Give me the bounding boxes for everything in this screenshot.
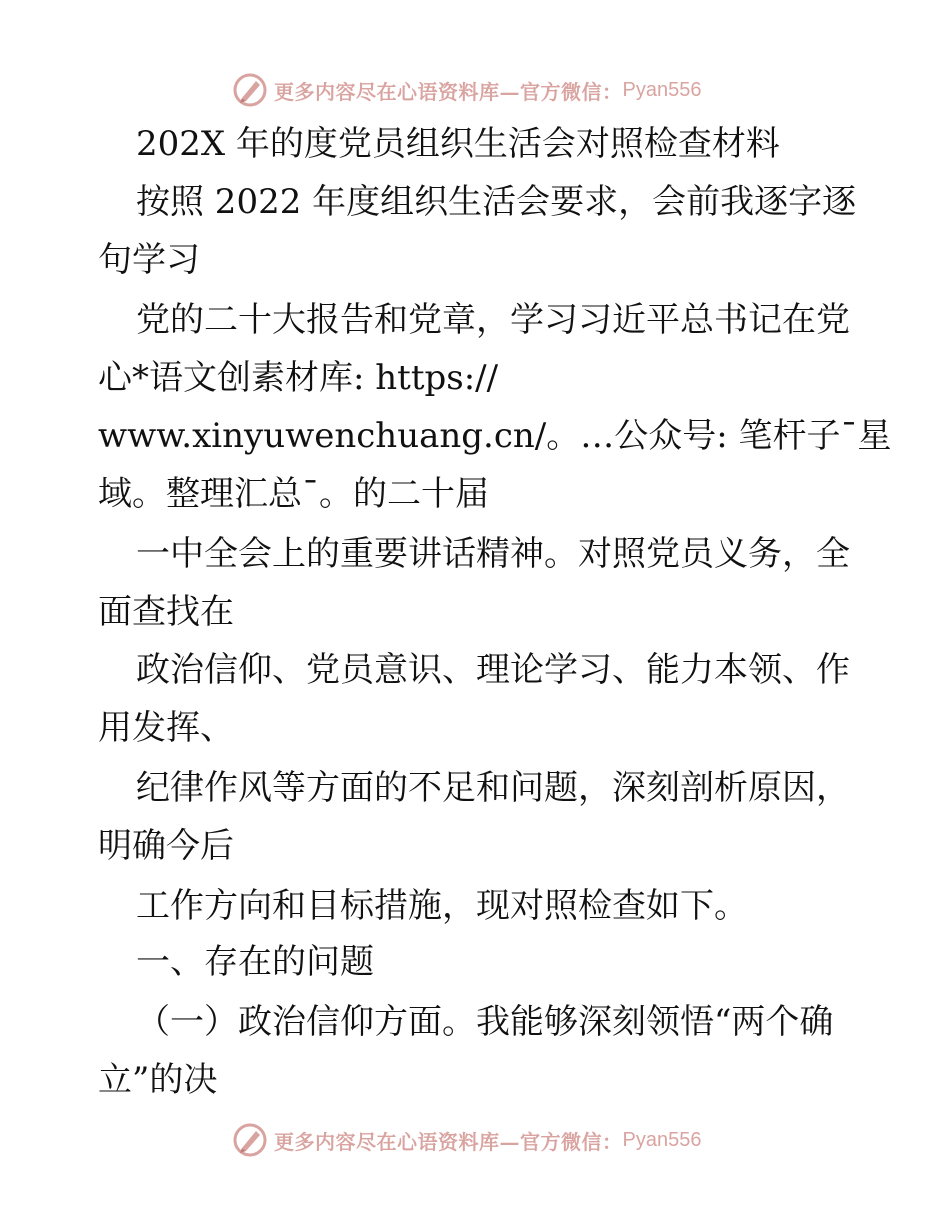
header-watermark [232,70,701,110]
text-line: 一中全会上的重要讲话精神。对照党员义务，全 [136,534,850,574]
text-line: （一）政治信仰方面。我能够深刻领悟“两个确 [136,1002,834,1042]
text-line: www.xinyuwenchuang.cn/。…公众号: 笔杆子¯星 [98,416,892,456]
watermark-cn-text: 更多内容尽在心语资料库—官方微信： [274,79,623,104]
text-line: 纪律作风等方面的不足和问题，深刻剖析原因， [136,768,850,808]
pen-logo-icon [232,1122,268,1158]
text-line: 党的二十大报告和党章，学习习近平总书记在党 [136,300,850,340]
footer-watermark [232,1120,701,1160]
text-line: 句学习 [98,240,200,280]
watermark-wechat-id: Pyan556 [622,78,702,101]
text-line: 心*语文创素材库: https:// [98,358,499,398]
text-line: 工作方向和目标措施，现对照检查如下。 [136,886,748,926]
pen-logo-icon [232,72,268,108]
watermark-wechat-id: Pyan556 [622,1128,702,1151]
text-line: 政治信仰、党员意识、理论学习、能力本领、作 [136,650,850,690]
text-line: 用发挥、 [98,708,234,748]
text-line: 明确今后 [98,826,234,866]
text-line: 面查找在 [98,592,234,632]
text-line: 立”的决 [98,1060,218,1100]
section-heading: 一、存在的问题 [136,942,374,982]
text-line: 域。整理汇总¯。的二十届 [98,474,489,514]
document-title: 202X 年的度党员组织生活会对照检查材料 [136,124,780,164]
text-line: 按照 2022 年度组织生活会要求，会前我逐字逐 [136,182,857,222]
watermark-cn-text: 更多内容尽在心语资料库—官方微信： [274,1129,623,1154]
